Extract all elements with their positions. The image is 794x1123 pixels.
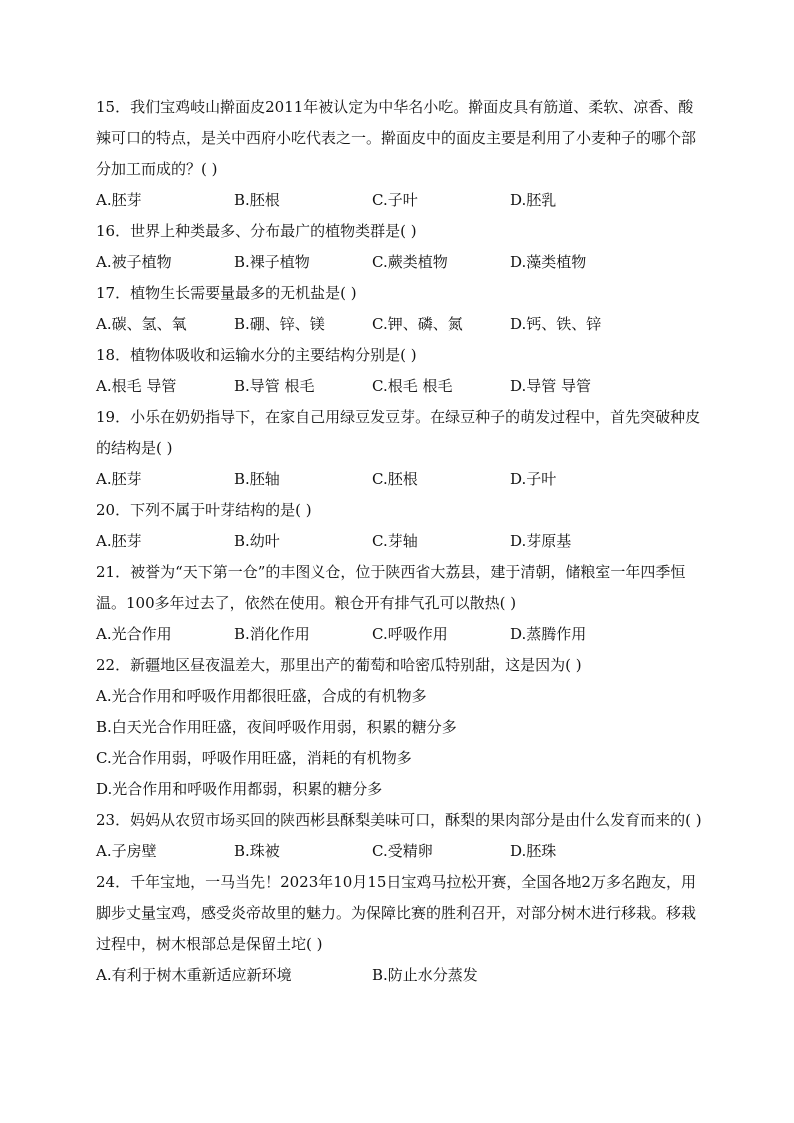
question-stem: 19．小乐在奶奶指导下，在家自己用绿豆发豆芽。在绿豆种子的萌发过程中，首先突破种皮的结构是( ) [96, 408, 701, 457]
answer-option: A.胚芽 [96, 470, 142, 488]
answer-options [96, 309, 706, 340]
answer-option: A.碳、氢、氧 [96, 315, 187, 333]
question-15 [96, 92, 706, 216]
question-16 [96, 216, 706, 278]
answer-option: C.芽轴 [372, 532, 418, 550]
question-list [96, 92, 706, 991]
answer-option: D.蒸腾作用 [510, 625, 587, 643]
answer-option: A.有利于树木重新适应新环境 [96, 966, 292, 984]
question-19 [96, 402, 706, 495]
question-stem: 22．新疆地区昼夜温差大，那里出产的葡萄和哈密瓜特别甜，这是因为( ) [96, 656, 582, 674]
answer-option: C.呼吸作用 [372, 625, 448, 643]
answer-option: B.胚轴 [234, 470, 280, 488]
question-stem: 15．我们宝鸡岐山擀面皮2011年被认定为中华名小吃。擀面皮具有筋道、柔软、凉香、酸辣可口的特点，是关中西府小吃代表之一。擀面皮中的面皮主要是利用了小麦种子的哪个部分加工而成的？( ) [96, 98, 697, 178]
question-stem: 17．植物生长需要量最多的无机盐是( ) [96, 284, 357, 302]
answer-option: A.光合作用和呼吸作用都很旺盛，合成的有机物多 [96, 687, 427, 705]
answer-options [96, 526, 706, 557]
answer-options [96, 247, 706, 278]
question-22 [96, 650, 706, 805]
answer-option: C.光合作用弱，呼吸作用旺盛，消耗的有机物多 [96, 749, 412, 767]
answer-option: A.光合作用 [96, 625, 172, 643]
question-20 [96, 495, 706, 557]
question-24 [96, 867, 706, 991]
answer-options [96, 185, 706, 216]
answer-option: B.防止水分蒸发 [372, 966, 478, 984]
answer-option: D.藻类植物 [510, 253, 587, 271]
answer-option: C.根毛 根毛 [372, 377, 453, 395]
answer-option: B.导管 根毛 [234, 377, 315, 395]
answer-options [96, 681, 706, 805]
answer-options [96, 619, 706, 650]
question-stem: 20．下列不属于叶芽结构的是( ) [96, 501, 312, 519]
question-stem: 23．妈妈从农贸市场买回的陕西彬县酥梨美味可口，酥梨的果肉部分是由什么发育而来的( ) [96, 811, 702, 829]
question-17 [96, 278, 706, 340]
question-stem: 18．植物体吸收和运输水分的主要结构分别是( ) [96, 346, 417, 364]
answer-option: D.光合作用和呼吸作用都弱，积累的糖分多 [96, 780, 383, 798]
answer-options [96, 371, 706, 402]
answer-option: B.消化作用 [234, 625, 310, 643]
answer-option: B.裸子植物 [234, 253, 310, 271]
answer-option: A.被子植物 [96, 253, 172, 271]
answer-option: D.导管 导管 [510, 377, 592, 395]
answer-option: B.胚根 [234, 191, 280, 209]
answer-options [96, 836, 706, 867]
answer-option: D.胚珠 [510, 842, 557, 860]
answer-option: D.胚乳 [510, 191, 557, 209]
answer-option: C.子叶 [372, 191, 418, 209]
answer-option: C.受精卵 [372, 842, 433, 860]
answer-option: B.幼叶 [234, 532, 280, 550]
question-stem: 16．世界上种类最多、分布最广的植物类群是( ) [96, 222, 417, 240]
question-stem: 24．千年宝地，一马当先！2023年10月15日宝鸡马拉松开赛，全国各地2万多名跑友，用脚步丈量宝鸡，感受炎帝故里的魅力。为保障比赛的胜利召开，对部分树木进行移栽。移栽过程中，树木根部总是保留土坨( ) [96, 873, 697, 953]
answer-option: B.硼、锌、镁 [234, 315, 325, 333]
answer-option: D.子叶 [510, 470, 557, 488]
answer-options [96, 960, 706, 991]
answer-option: A.子房壁 [96, 842, 157, 860]
answer-option: B.白天光合作用旺盛，夜间呼吸作用弱，积累的糖分多 [96, 718, 457, 736]
answer-option: D.钙、铁、锌 [510, 315, 602, 333]
question-18 [96, 340, 706, 402]
answer-option: C.胚根 [372, 470, 418, 488]
answer-option: A.根毛 导管 [96, 377, 177, 395]
question-stem: 21．被誉为“天下第一仓”的丰图义仓，位于陕西省大荔县，建于清朝，储粮室一年四季恒温。100多年过去了，依然在使用。粮仓开有排气孔可以散热( ) [96, 563, 686, 612]
answer-option: A.胚芽 [96, 191, 142, 209]
answer-options [96, 464, 706, 495]
answer-option: C.蕨类植物 [372, 253, 448, 271]
answer-option: D.芽原基 [510, 532, 572, 550]
answer-option: C.钾、磷、氮 [372, 315, 463, 333]
answer-option: A.胚芽 [96, 532, 142, 550]
question-23 [96, 805, 706, 867]
question-21 [96, 557, 706, 650]
answer-option: B.珠被 [234, 842, 280, 860]
